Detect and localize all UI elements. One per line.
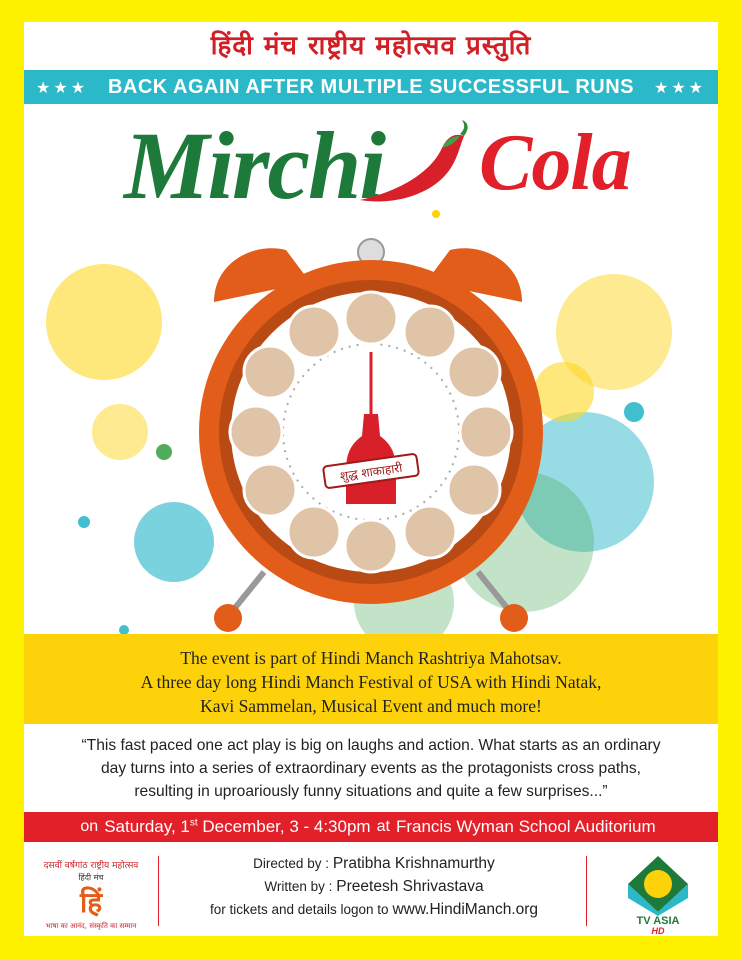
tv-asia-logo [618, 854, 698, 934]
written-label: Written by : [264, 879, 333, 894]
event-date-bar [24, 812, 718, 842]
logo-word-mirchi: Mirchi [124, 112, 385, 219]
event-datetime: Saturday, 1st December, 3 - 4:30pm [104, 817, 371, 836]
svg-text:दसवीं वर्षगांठ राष्ट्रीय महोत्: दसवीं वर्षगांठ राष्ट्रीय महोत्सव [43, 861, 139, 871]
quote-line-1: “This fast paced one act play is big on laughs and action. What starts as an ordinary [81, 737, 661, 754]
top-banner [24, 70, 718, 104]
svg-text:HD: HD [651, 926, 665, 934]
credits [24, 850, 718, 936]
quote-line-3: resulting in uproariously funny situations and quite a few surprises...” [134, 783, 608, 800]
info-band [24, 634, 718, 724]
info-line-2: A three day long Hindi Manch Festival of USA with Hindi Natak, [140, 672, 602, 692]
logo-word-cola: Cola [479, 119, 631, 207]
event-prefix: on [80, 818, 99, 835]
credits-text [164, 852, 584, 921]
writer-name: Preetesh Shrivastava [336, 878, 484, 895]
poster [24, 22, 718, 936]
clock-artwork [24, 222, 718, 642]
chili-pepper-icon [324, 118, 474, 218]
bottle-label: शुद्ध शाकाहारी [339, 460, 404, 484]
divider-left [158, 856, 159, 926]
info-line-3: Kavi Sammelan, Musical Event and much more! [200, 696, 542, 716]
quote-line-2: day turns into a series of extraordinary events as the protagonists cross paths, [101, 760, 641, 777]
stars-right: ★★★ [653, 77, 706, 97]
svg-text:हिं: हिं [79, 886, 103, 919]
tickets-label: for tickets and details logon to [209, 902, 389, 917]
info-line-1: The event is part of Hindi Manch Rashtriya Mahotsav. [180, 648, 562, 668]
directed-label: Directed by : [253, 856, 329, 871]
event-at: at [376, 818, 390, 835]
svg-text:भाषा का आनंद, संस्कृति का सम्म: भाषा का आनंद, संस्कृति का सम्मान [45, 922, 137, 930]
divider-right [586, 856, 587, 926]
hindi-title: हिंदी मंच राष्ट्रीय महोत्सव प्रस्तुति [210, 31, 532, 61]
director-name: Pratibha Krishnamurthy [332, 855, 495, 872]
website-link[interactable]: www.HindiManch.org [392, 901, 539, 918]
stars-left: ★★★ [36, 77, 89, 97]
svg-text:हिंदी मंच: हिंदी मंच [78, 873, 104, 882]
event-venue: Francis Wyman School Auditorium [395, 817, 656, 836]
show-logo [24, 108, 718, 238]
hindi-manch-logo [36, 856, 146, 934]
svg-text:TV ASIA: TV ASIA [636, 915, 680, 927]
quote [34, 734, 708, 803]
banner-text: BACK AGAIN AFTER MULTIPLE SUCCESSFUL RUNS [107, 75, 635, 98]
